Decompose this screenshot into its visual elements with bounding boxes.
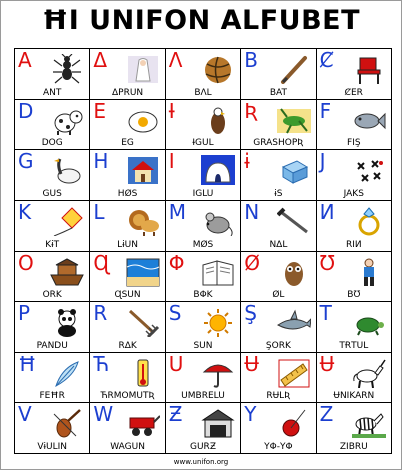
turtle-icon: [352, 307, 386, 337]
letter-cell: [317, 353, 392, 404]
cell-letter: Ʀ: [244, 99, 259, 123]
ant-icon: [50, 54, 84, 84]
letter-cell: [166, 49, 241, 100]
letter-cell: [317, 150, 392, 201]
cell-word: UMBRELU: [181, 391, 225, 402]
bat-icon: [277, 54, 311, 84]
ball-icon: [201, 54, 235, 84]
letter-cell: [241, 353, 316, 404]
cell-word: ɄNIKARN: [333, 391, 375, 402]
lion-icon: [126, 206, 160, 236]
letter-cell: [317, 201, 392, 252]
cell-word: NΔL: [269, 239, 288, 250]
cell-word: BƱ: [347, 290, 361, 301]
cell-word: ɊSUN: [114, 290, 141, 301]
ice-icon: [277, 155, 311, 185]
cell-letter: B: [244, 49, 258, 72]
cell-letter: Λ: [168, 49, 183, 72]
chair-icon: [352, 54, 386, 84]
cell-letter: Ş: [244, 302, 257, 326]
cell-word: ƗGUL: [192, 138, 214, 149]
cell-word: JAKS: [343, 188, 364, 199]
footer-url: www.unifon.org: [173, 458, 229, 466]
cell-word: YΦ-YΦ: [264, 442, 293, 452]
sun-icon: [201, 307, 235, 337]
feather-icon: [50, 358, 84, 388]
cell-letter: U: [168, 352, 184, 376]
cell-word: RΔK: [118, 340, 137, 351]
cell-letter: Z: [319, 403, 334, 427]
letter-cell: [90, 100, 165, 151]
cell-word: GURƵ: [190, 442, 216, 452]
cell-word: WAGUN: [110, 442, 145, 452]
kite-icon: [50, 206, 84, 236]
letter-cell: [241, 201, 316, 252]
letter-cell: [317, 49, 392, 100]
cell-letter: Ƶ: [168, 403, 183, 427]
book-icon: [201, 257, 235, 287]
cell-word: IGLU: [192, 188, 214, 199]
mouse-icon: [201, 206, 235, 236]
cell-letter: ɨ: [244, 150, 250, 174]
cell-letter: Ћ: [93, 352, 110, 376]
cell-word: ЋRMOMUTƦ: [100, 391, 155, 402]
letter-cell: [241, 150, 316, 201]
thermometer-icon: [126, 358, 160, 388]
letter-cell: [241, 403, 316, 454]
cell-word: ØL: [272, 290, 285, 301]
letter-cell: [166, 302, 241, 353]
cell-letter: Ħ: [18, 352, 37, 376]
nail-icon: [277, 206, 311, 236]
rake-icon: [126, 307, 160, 337]
letter-cell: [15, 150, 90, 201]
cell-letter: O: [18, 251, 34, 275]
house-icon: [126, 155, 160, 185]
letter-cell: [241, 49, 316, 100]
cell-word: ORK: [42, 290, 62, 301]
cell-letter: Ʉ: [244, 352, 259, 376]
wagon-icon: [126, 408, 160, 438]
cell-letter: E: [93, 99, 107, 123]
cell-letter: Ø: [244, 251, 260, 275]
cell-letter: V: [18, 403, 32, 427]
cell-letter: T: [319, 302, 332, 326]
letter-grid: [14, 48, 392, 454]
cell-letter: Ɋ: [93, 251, 110, 275]
umbrella-icon: [201, 358, 235, 388]
goose-icon: [50, 155, 84, 185]
letter-cell: [90, 353, 165, 404]
garage-icon: [201, 408, 235, 438]
unicorn-icon: [352, 358, 386, 388]
letter-cell: [166, 100, 241, 151]
cell-word: ANT: [43, 87, 62, 98]
letter-cell: [15, 403, 90, 454]
cell-letter: P: [18, 302, 31, 326]
cell-letter: Ʊ: [319, 251, 335, 275]
cell-letter: J: [319, 150, 326, 174]
cell-letter: I: [168, 150, 175, 174]
cell-letter: M: [168, 200, 187, 224]
cell-letter: Δ: [93, 49, 108, 72]
letter-cell: [90, 302, 165, 353]
cell-letter: Ȼ: [319, 49, 334, 72]
violin-icon: [50, 408, 84, 438]
cell-word: BΦK: [193, 290, 213, 301]
cell-letter: G: [18, 150, 34, 174]
cell-word: RIИ: [345, 239, 362, 250]
letter-cell: [90, 252, 165, 303]
egg-icon: [126, 105, 160, 135]
letter-cell: [241, 252, 316, 303]
letter-cell: [166, 403, 241, 454]
cell-letter: Ɨ: [168, 99, 175, 123]
igloo-icon: [201, 155, 235, 185]
cell-word: FIŞ: [347, 138, 361, 149]
cell-word: ɨS: [274, 188, 283, 199]
cell-word: HØS: [117, 188, 138, 199]
letter-cell: [317, 302, 392, 353]
cell-letter: K: [18, 200, 32, 224]
letter-cell: [241, 100, 316, 151]
cell-letter: Y: [244, 403, 257, 427]
letter-cell: [90, 201, 165, 252]
letter-cell: [166, 150, 241, 201]
cell-word: EG: [121, 138, 134, 149]
cell-letter: N: [244, 200, 260, 224]
cell-word: GUS: [42, 188, 62, 199]
yoyo-icon: [277, 408, 311, 438]
cell-word: ΔPRUN: [112, 87, 144, 98]
letter-cell: [166, 201, 241, 252]
grasshopper-icon: [277, 105, 311, 135]
cell-word: ȻER: [344, 87, 363, 98]
letter-cell: [317, 252, 392, 303]
cell-word: RɄLƦ: [266, 391, 291, 402]
letter-cell: [15, 353, 90, 404]
letter-cell: [15, 100, 90, 151]
letter-cell: [166, 252, 241, 303]
eagle-icon: [201, 105, 235, 135]
cell-letter: D: [18, 99, 34, 123]
cell-word: GRASHOPƦ: [253, 138, 304, 149]
letter-cell: [15, 302, 90, 353]
cell-word: MØS: [192, 239, 214, 250]
cell-letter: S: [168, 302, 182, 326]
letter-cell: [15, 252, 90, 303]
ocean-icon: [126, 257, 160, 287]
zebra-icon: [352, 408, 386, 438]
cell-word: VɨULIN: [37, 442, 68, 452]
panda-icon: [50, 307, 84, 337]
cell-letter: R: [93, 302, 108, 326]
fish-icon: [352, 105, 386, 135]
chart-title: ĦI UNIFON ALFUBET: [41, 5, 361, 36]
cell-word: PANDU: [36, 340, 68, 351]
letter-cell: [166, 353, 241, 404]
cell-letter: L: [93, 200, 105, 224]
cell-word: SUN: [193, 340, 213, 351]
letter-cell: [90, 403, 165, 454]
cell-letter: Φ: [168, 251, 185, 275]
cell-word: DOG: [41, 138, 63, 149]
letter-cell: [317, 403, 392, 454]
letter-cell: [90, 49, 165, 100]
boy-icon: [352, 257, 386, 287]
cell-word: TɌTUL: [339, 340, 369, 351]
shark-icon: [277, 307, 311, 337]
apron-icon: [126, 54, 160, 84]
cell-word: FEĦR: [39, 391, 65, 402]
ring-icon: [352, 206, 386, 236]
letter-cell: [15, 201, 90, 252]
ruler-icon: [277, 358, 311, 388]
letter-cell: [15, 49, 90, 100]
cell-letter: W: [93, 403, 114, 427]
cell-word: ZIBRU: [339, 442, 368, 452]
cell-word: BAT: [269, 87, 287, 98]
cell-word: KɨT: [45, 239, 60, 250]
ark-icon: [50, 257, 84, 287]
letter-cell: [90, 150, 165, 201]
cell-word: ŞORK: [265, 340, 291, 351]
cell-letter: A: [18, 49, 32, 72]
owl-icon: [277, 257, 311, 287]
cell-word: BΛL: [194, 87, 212, 98]
letter-cell: [241, 302, 316, 353]
cell-letter: И: [319, 200, 335, 224]
dog-icon: [50, 105, 84, 135]
cell-letter: H: [93, 150, 109, 174]
cell-letter: Ʉ: [319, 352, 335, 376]
jacks-icon: [352, 155, 386, 185]
letter-cell: [317, 100, 392, 151]
cell-word: LɨUN: [117, 239, 139, 250]
cell-letter: F: [319, 99, 332, 123]
